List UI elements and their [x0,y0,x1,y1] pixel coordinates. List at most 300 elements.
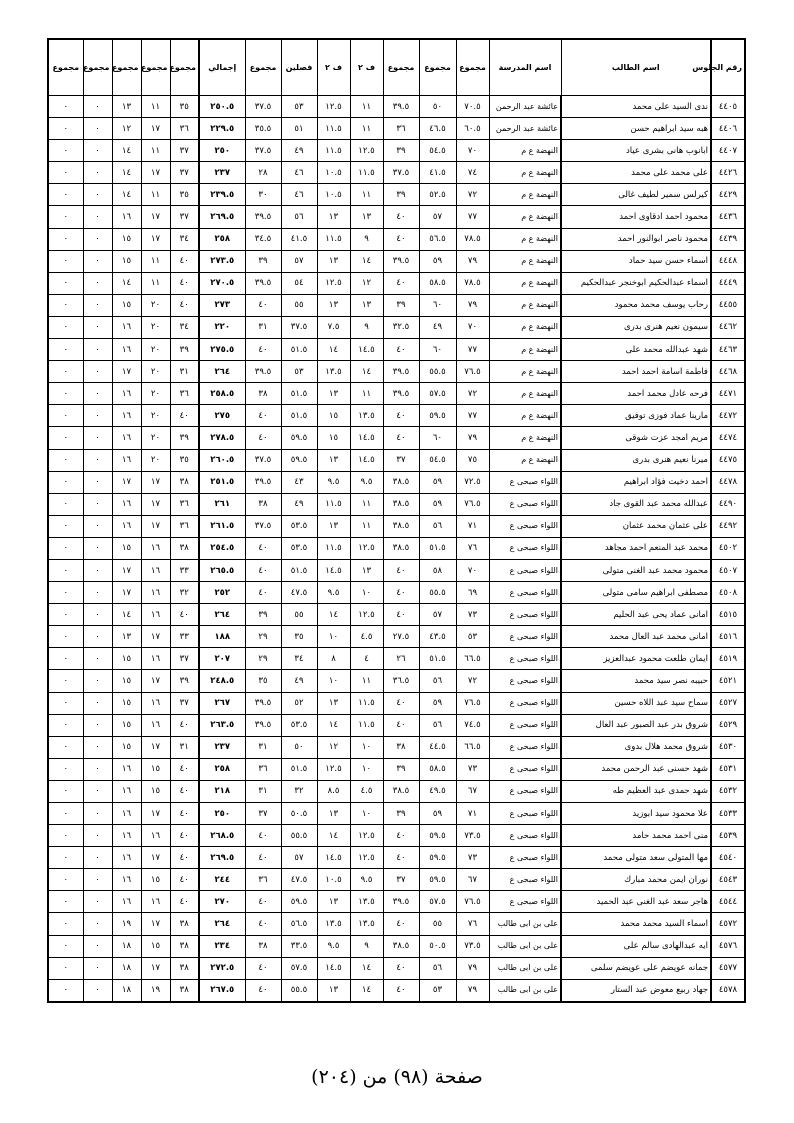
cell-two-terms: ٤٩ [281,493,317,515]
cell-total-1: ٧٢ [456,383,489,405]
cell-seat-number: ٤٤٥٥ [711,294,745,316]
cell-seat-number: ٤٤٠٧ [711,140,745,162]
cell-term2-b: ١٣ [317,250,350,272]
cell-total-6: ٢٠ [141,294,170,316]
cell-total-3: ٣٨.٥ [383,515,419,537]
cell-seat-number: ٤٤٤٩ [711,272,745,294]
cell-school-name: النهضة ع م [489,339,561,361]
cell-term2-a: ١٠ [350,758,383,780]
cell-total-3: ٢٧.٥ [383,626,419,648]
cell-total-8: ٠ [83,758,112,780]
cell-total-1: ٧٦.٥ [456,692,489,714]
cell-total-1: ٦٠.٥ [456,118,489,140]
cell-total-8: ٠ [83,957,112,979]
cell-total-6: ١٧ [141,913,170,935]
cell-student-name: سماح سيد عبد اللاه حسين [561,692,711,714]
cell-seat-number: ٤٤٧٤ [711,427,745,449]
table-row [48,383,745,405]
cell-total-3: ٣٨.٥ [383,537,419,559]
cell-school-name: على بن ابى طالب [489,957,561,979]
cell-term2-a: ١١.٥ [350,162,383,184]
cell-total-1: ٧٠ [456,316,489,338]
table-row [48,913,745,935]
cell-total-6: ١٧ [141,206,170,228]
cell-total-8: ٠ [83,626,112,648]
cell-grand-total: ٢٧٣ [199,294,245,316]
header-total-8: مجموع [83,39,112,96]
cell-term2-b: ١٣.٥ [317,361,350,383]
cell-total-6: ١٦ [141,604,170,626]
header-term2-a: ف ٢ [350,39,383,96]
table-row [48,670,745,692]
table-row [48,427,745,449]
table-row [48,714,745,736]
cell-school-name: اللواء صبحى ع [489,736,561,758]
cell-term2-a: ٤.٥ [350,626,383,648]
cell-seat-number: ٤٥٠٨ [711,582,745,604]
cell-total-2: ٥٥.٥ [419,582,456,604]
cell-two-terms: ٥٩.٥ [281,891,317,913]
cell-total-7: ١٦ [112,339,141,361]
table-row [48,515,745,537]
cell-total-7: ١٥ [112,714,141,736]
cell-term2-b: ١٠ [317,670,350,692]
cell-total-2: ٥٠.٥ [419,935,456,957]
cell-term2-b: ١٣ [317,979,350,1002]
cell-term2-b: ١٥ [317,405,350,427]
cell-total-1: ٦٦.٥ [456,648,489,670]
cell-school-name: عائشة عبد الرحمن [489,96,561,118]
cell-term2-b: ١٣ [317,449,350,471]
table-row [48,449,745,471]
cell-total-2: ٥٢.٥ [419,184,456,206]
cell-school-name: اللواء صبحى ع [489,692,561,714]
cell-total-4: ٢٨ [245,162,281,184]
cell-total-6: ١٧ [141,847,170,869]
cell-total-7: ١٦ [112,316,141,338]
cell-total-2: ٤٤.٥ [419,736,456,758]
cell-total-4: ٢٩ [245,626,281,648]
header-student-name: اسم الطالب [561,39,711,96]
header-total-9: مجموع [48,39,83,96]
cell-total-3: ٤٠ [383,979,419,1002]
header-total-5: مجموع [170,39,199,96]
cell-total-4: ٣٩.٥ [245,206,281,228]
cell-total-9: ٠ [48,979,83,1002]
cell-term2-b: ١٠.٥ [317,184,350,206]
cell-seat-number: ٤٥٧٧ [711,957,745,979]
cell-term2-a: ١٤ [350,957,383,979]
cell-student-name: نوران ايمن محمد مبارك [561,869,711,891]
cell-seat-number: ٤٥٢٧ [711,692,745,714]
table-row [48,493,745,515]
cell-term2-b: ١٣ [317,692,350,714]
cell-total-6: ١٧ [141,803,170,825]
cell-two-terms: ٥٦ [281,206,317,228]
cell-total-5: ٣٣ [170,626,199,648]
cell-total-6: ٢٠ [141,316,170,338]
cell-grand-total: ٢٣٤ [199,935,245,957]
cell-total-3: ٤٠ [383,339,419,361]
cell-grand-total: ٢٦٤ [199,361,245,383]
cell-seat-number: ٤٥٣١ [711,758,745,780]
cell-total-7: ١٥ [112,250,141,272]
cell-total-7: ١٤ [112,140,141,162]
cell-student-name: حبيبه نصر سيد محمد [561,670,711,692]
cell-two-terms: ٣٥ [281,626,317,648]
cell-total-5: ٣١ [170,361,199,383]
cell-total-5: ٤٠ [170,405,199,427]
cell-total-2: ٥٦ [419,670,456,692]
cell-total-4: ٤٠ [245,957,281,979]
cell-school-name: النهضة ع م [489,184,561,206]
cell-total-9: ٠ [48,780,83,802]
cell-term2-b: ٩.٥ [317,582,350,604]
cell-total-7: ١٦ [112,891,141,913]
cell-total-3: ٤٠ [383,825,419,847]
cell-term2-b: ١٠ [317,626,350,648]
cell-two-terms: ٥٧ [281,250,317,272]
cell-total-2: ٥٧.٥ [419,383,456,405]
cell-total-4: ٤٠ [245,405,281,427]
cell-school-name: اللواء صبحى ع [489,714,561,736]
cell-total-5: ٣١ [170,736,199,758]
cell-total-4: ٣٥ [245,670,281,692]
cell-student-name: جمانه عويضم على عويضم سلمى [561,957,711,979]
cell-total-5: ٣٨ [170,979,199,1002]
table-row [48,272,745,294]
cell-total-7: ١٤ [112,184,141,206]
cell-total-2: ٥٩ [419,250,456,272]
cell-total-2: ٥٣ [419,979,456,1002]
cell-term2-b: ١٣ [317,206,350,228]
cell-grand-total: ٢٤٤ [199,869,245,891]
cell-grand-total: ٢٥٨ [199,228,245,250]
cell-total-5: ٤٠ [170,847,199,869]
cell-grand-total: ٢٧٠.٥ [199,272,245,294]
cell-two-terms: ٥٥.٥ [281,979,317,1002]
cell-grand-total: ٢٦٩.٥ [199,206,245,228]
cell-total-5: ٣٨ [170,471,199,493]
cell-total-5: ٣٨ [170,935,199,957]
cell-grand-total: ٢٦٠.٥ [199,449,245,471]
cell-total-2: ٤١.٥ [419,162,456,184]
cell-grand-total: ٢٦٤ [199,604,245,626]
cell-term2-a: ٤.٥ [350,780,383,802]
cell-school-name: اللواء صبحى ع [489,537,561,559]
cell-student-name: شهد عبدالله محمد على [561,339,711,361]
table-row [48,935,745,957]
cell-total-2: ٥٩ [419,493,456,515]
cell-student-name: شهد حسنى عبد الرحمن محمد [561,758,711,780]
cell-total-5: ٣٩ [170,339,199,361]
cell-total-1: ٧٧ [456,339,489,361]
cell-total-5: ٣٧ [170,140,199,162]
cell-total-3: ٣٩.٥ [383,96,419,118]
cell-total-3: ٤٠ [383,692,419,714]
table-row [48,979,745,1002]
cell-school-name: اللواء صبحى ع [489,869,561,891]
cell-term2-a: ١٣.٥ [350,913,383,935]
cell-total-6: ١٦ [141,559,170,581]
table-row [48,471,745,493]
cell-total-3: ٣٩.٥ [383,891,419,913]
cell-grand-total: ٢٧٠ [199,891,245,913]
cell-total-6: ١٦ [141,891,170,913]
cell-seat-number: ٤٤٦٨ [711,361,745,383]
cell-total-6: ٢٠ [141,427,170,449]
cell-total-2: ٥١.٥ [419,648,456,670]
cell-total-4: ٣٩.٥ [245,471,281,493]
cell-total-4: ٣٧ [245,803,281,825]
cell-total-6: ١٥ [141,780,170,802]
cell-term2-b: ١٣ [317,294,350,316]
cell-total-4: ٣٧.٥ [245,96,281,118]
cell-school-name: النهضة ع م [489,427,561,449]
cell-total-4: ٣٨ [245,935,281,957]
cell-two-terms: ٥١.٥ [281,339,317,361]
table-row [48,118,745,140]
cell-term2-a: ١١ [350,383,383,405]
cell-term2-a: ٩ [350,228,383,250]
cell-total-7: ١٦ [112,803,141,825]
cell-seat-number: ٤٤٠٥ [711,96,745,118]
cell-total-2: ٦٠ [419,339,456,361]
cell-total-1: ٧٩ [456,979,489,1002]
cell-total-1: ٧٧ [456,206,489,228]
cell-total-2: ٤٣.٥ [419,626,456,648]
cell-total-3: ٤٠ [383,559,419,581]
cell-total-1: ٧٣ [456,758,489,780]
cell-total-5: ٣٦ [170,383,199,405]
cell-total-8: ٠ [83,935,112,957]
cell-total-5: ٣٨ [170,537,199,559]
cell-grand-total: ٢٦٧ [199,692,245,714]
cell-term2-a: ١٤ [350,979,383,1002]
cell-student-name: اسماء عبدالحكيم ابوخنجر عبدالحكيم [561,272,711,294]
cell-seat-number: ٤٥٢٩ [711,714,745,736]
cell-student-name: احمد دخيت فؤاد ابراهيم [561,471,711,493]
cell-student-name: فرحه عادل محمد احمد [561,383,711,405]
cell-student-name: ايمان طلعت محمود عبدالعزيز [561,648,711,670]
cell-total-2: ٥٧ [419,206,456,228]
cell-student-name: مصطفى ابراهيم سامى متولى [561,582,711,604]
cell-total-6: ١٧ [141,957,170,979]
cell-term2-b: ٨ [317,648,350,670]
cell-grand-total: ٢٦٤ [199,913,245,935]
cell-total-4: ٣٩.٥ [245,714,281,736]
cell-school-name: على بن ابى طالب [489,979,561,1002]
cell-seat-number: ٤٤٢٩ [711,184,745,206]
cell-term2-b: ٨.٥ [317,780,350,802]
cell-total-7: ١٨ [112,979,141,1002]
cell-seat-number: ٤٥١٩ [711,648,745,670]
cell-two-terms: ٤٣ [281,471,317,493]
header-total-7: مجموع [112,39,141,96]
cell-total-9: ٠ [48,294,83,316]
table-row [48,736,745,758]
cell-student-name: ميرنا نعيم هنرى بدرى [561,449,711,471]
cell-total-2: ٥٦ [419,714,456,736]
cell-school-name: اللواء صبحى ع [489,847,561,869]
cell-seat-number: ٤٥٤٤ [711,891,745,913]
cell-total-6: ١١ [141,184,170,206]
cell-grand-total: ٢٧٢.٥ [199,957,245,979]
cell-two-terms: ٥١.٥ [281,383,317,405]
cell-total-9: ٠ [48,471,83,493]
cell-total-1: ٧٠ [456,140,489,162]
cell-total-4: ٤٠ [245,891,281,913]
cell-school-name: النهضة ع م [489,140,561,162]
cell-term2-a: ١٠ [350,582,383,604]
cell-two-terms: ٤١.٥ [281,228,317,250]
cell-student-name: هاجر سعد عبد الغنى عبد الحميد [561,891,711,913]
cell-total-8: ٠ [83,339,112,361]
cell-total-6: ١٧ [141,228,170,250]
cell-total-3: ٤٠ [383,427,419,449]
cell-school-name: اللواء صبحى ع [489,670,561,692]
cell-total-3: ٣٦.٥ [383,670,419,692]
cell-total-9: ٠ [48,383,83,405]
cell-school-name: اللواء صبحى ع [489,758,561,780]
cell-total-3: ٣٩.٥ [383,361,419,383]
cell-term2-b: ٩.٥ [317,935,350,957]
cell-total-3: ٣٩.٥ [383,250,419,272]
cell-total-7: ١٧ [112,471,141,493]
cell-term2-b: ١٢.٥ [317,96,350,118]
cell-total-5: ٣٥ [170,96,199,118]
cell-total-2: ٦٠ [419,294,456,316]
cell-student-name: محمود ناصر ابوالنور احمد [561,228,711,250]
cell-student-name: عبدالله محمد عبد القوى جاد [561,493,711,515]
cell-total-9: ٠ [48,670,83,692]
cell-total-7: ١٦ [112,780,141,802]
table-row [48,692,745,714]
cell-total-4: ٣٩ [245,250,281,272]
cell-total-7: ١٨ [112,935,141,957]
cell-total-1: ٧٦ [456,913,489,935]
cell-total-6: ١٧ [141,493,170,515]
cell-total-2: ٥٨.٥ [419,272,456,294]
cell-total-6: ١٥ [141,935,170,957]
cell-total-1: ٧٠.٥ [456,96,489,118]
cell-student-name: ايه عبدالهادى سالم على [561,935,711,957]
cell-seat-number: ٤٥٧٨ [711,979,745,1002]
cell-student-name: على عثمان محمد عثمان [561,515,711,537]
cell-total-3: ٤٠ [383,206,419,228]
cell-total-7: ١٥ [112,670,141,692]
cell-total-8: ٠ [83,471,112,493]
cell-term2-b: ١٠.٥ [317,869,350,891]
cell-total-4: ٤٠ [245,979,281,1002]
cell-school-name: اللواء صبحى ع [489,648,561,670]
cell-total-4: ٤٠ [245,537,281,559]
cell-total-2: ٤٦.٥ [419,118,456,140]
cell-total-2: ٤٩ [419,316,456,338]
cell-term2-b: ١٠.٥ [317,162,350,184]
cell-two-terms: ٥٣ [281,361,317,383]
cell-total-2: ٥٩ [419,803,456,825]
cell-seat-number: ٤٥١٥ [711,604,745,626]
header-total-1: مجموع [456,39,489,96]
cell-school-name: عائشة عبد الرحمن [489,118,561,140]
cell-total-5: ٣٢ [170,582,199,604]
cell-student-name: جهاد ربيع معوض عبد الستار [561,979,711,1002]
cell-seat-number: ٤٤٠٦ [711,118,745,140]
cell-grand-total: ٢٥٠ [199,803,245,825]
cell-total-3: ٣٨.٥ [383,471,419,493]
header-term2-b: ف ٢ [317,39,350,96]
cell-total-7: ١٧ [112,582,141,604]
cell-term2-a: ١١.٥ [350,714,383,736]
cell-term2-a: ١٠ [350,736,383,758]
cell-total-8: ٠ [83,427,112,449]
cell-student-name: منى احمد محمد حامد [561,825,711,847]
cell-term2-a: ١٤ [350,361,383,383]
cell-total-4: ٤٠ [245,427,281,449]
cell-two-terms: ٣٧.٥ [281,316,317,338]
cell-school-name: النهضة ع م [489,206,561,228]
cell-term2-b: ١٢.٥ [317,272,350,294]
cell-total-1: ٧٩ [456,294,489,316]
cell-seat-number: ٤٤٧٥ [711,449,745,471]
cell-total-9: ٠ [48,228,83,250]
cell-seat-number: ٤٤٣٦ [711,206,745,228]
cell-total-8: ٠ [83,913,112,935]
cell-term2-a: ١٠ [350,803,383,825]
cell-school-name: اللواء صبحى ع [489,493,561,515]
cell-total-1: ٧١ [456,803,489,825]
cell-total-3: ٤٠ [383,714,419,736]
table-row [48,758,745,780]
cell-total-7: ١٦ [112,515,141,537]
cell-total-7: ١٥ [112,294,141,316]
cell-total-8: ٠ [83,559,112,581]
cell-term2-a: ٤ [350,648,383,670]
cell-two-terms: ٤٩ [281,670,317,692]
cell-term2-a: ١٢ [350,272,383,294]
cell-total-2: ٥٩.٥ [419,869,456,891]
cell-term2-a: ١٣ [350,294,383,316]
cell-total-2: ٥٨.٥ [419,758,456,780]
header-total-4: مجموع [245,39,281,96]
cell-total-4: ٣٩.٥ [245,272,281,294]
cell-seat-number: ٤٥٧٢ [711,913,745,935]
cell-grand-total: ٢٣٩.٥ [199,184,245,206]
cell-term2-a: ٩ [350,935,383,957]
cell-school-name: النهضة ع م [489,228,561,250]
cell-total-3: ٣٩ [383,294,419,316]
cell-two-terms: ٥٥.٥ [281,825,317,847]
cell-student-name: محمد عبد المنعم احمد مجاهد [561,537,711,559]
cell-seat-number: ٤٤٦٣ [711,339,745,361]
cell-total-9: ٠ [48,493,83,515]
cell-total-3: ٤٠ [383,582,419,604]
cell-grand-total: ٢٣٧ [199,736,245,758]
cell-total-2: ٥٩.٥ [419,847,456,869]
cell-total-4: ٤٠ [245,294,281,316]
cell-total-8: ٠ [83,891,112,913]
cell-total-8: ٠ [83,670,112,692]
table-body [48,96,745,1002]
table-row [48,228,745,250]
cell-total-5: ٤٠ [170,891,199,913]
table-row [48,184,745,206]
cell-total-7: ١٦ [112,493,141,515]
cell-total-9: ٠ [48,559,83,581]
cell-total-4: ٣٧.٥ [245,140,281,162]
cell-term2-a: ١١.٥ [350,692,383,714]
